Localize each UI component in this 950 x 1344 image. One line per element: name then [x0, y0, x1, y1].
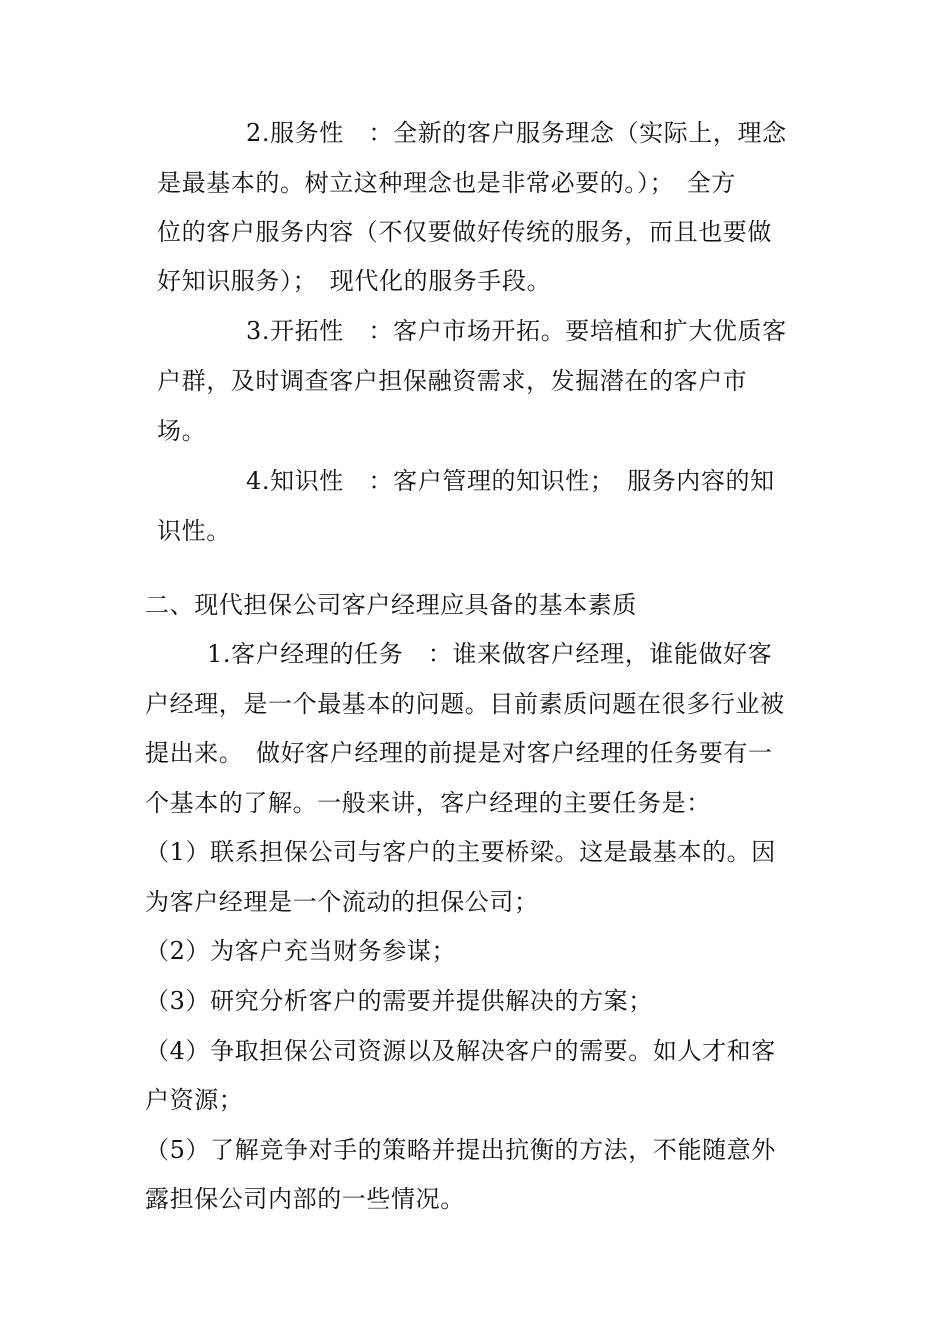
- item2-line4: 好知识服务）； 现代化的服务手段。: [157, 267, 552, 295]
- task-5-line2: 露担保公司内部的一些情况。: [145, 1185, 465, 1213]
- p1-line3: 提出来。 做好客户经理的前提是对客户经理的任务要有一: [145, 739, 773, 767]
- item2-line2: 是最基本的。树立这种理念也是非常必要的。）； 全方: [157, 169, 736, 197]
- task-5-line1: （5）了解竞争对手的策略并提出抗衡的方法，不能随意外: [145, 1136, 776, 1164]
- task-1-line2: 为客户经理是一个流动的担保公司；: [145, 888, 539, 916]
- item2-line1: 2.服务性 ：全新的客户服务理念（实际上，理念: [246, 119, 787, 147]
- section-heading: 二、现代担保公司客户经理应具备的基本素质: [145, 591, 637, 619]
- item3-line2: 户群，及时调查客户担保融资需求，发掘潜在的客户市: [157, 367, 748, 395]
- p1-line2: 户经理，是一个最基本的问题。目前素质问题在很多行业被: [145, 690, 785, 718]
- task-1-line1: （1）联系担保公司与客户的主要桥梁。这是最基本的。因: [145, 838, 776, 866]
- item4-line1: 4.知识性 ：客户管理的知识性； 服务内容的知: [246, 467, 775, 495]
- p1-line4: 个基本的了解。一般来讲，客户经理的主要任务是：: [145, 789, 711, 817]
- task-4-line1: （4）争取担保公司资源以及解决客户的需要。如人才和客: [145, 1037, 776, 1065]
- p1-line1: 1.客户经理的任务 ：谁来做客户经理，谁能做好客: [207, 640, 773, 668]
- task-3-line1: （3）研究分析客户的需要并提供解决的方案；: [145, 987, 653, 1015]
- task-2-line1: （2）为客户充当财务参谋；: [145, 937, 457, 965]
- task-4-line2: 户资源；: [145, 1086, 244, 1114]
- item3-line1: 3.开拓性 ：客户市场开拓。要培植和扩大优质客: [246, 317, 787, 345]
- item3-line3: 场。: [157, 417, 207, 445]
- item4-line2: 识性。: [157, 517, 231, 545]
- item2-line3: 位的客户服务内容（不仅要做好传统的服务，而且也要做: [157, 218, 772, 246]
